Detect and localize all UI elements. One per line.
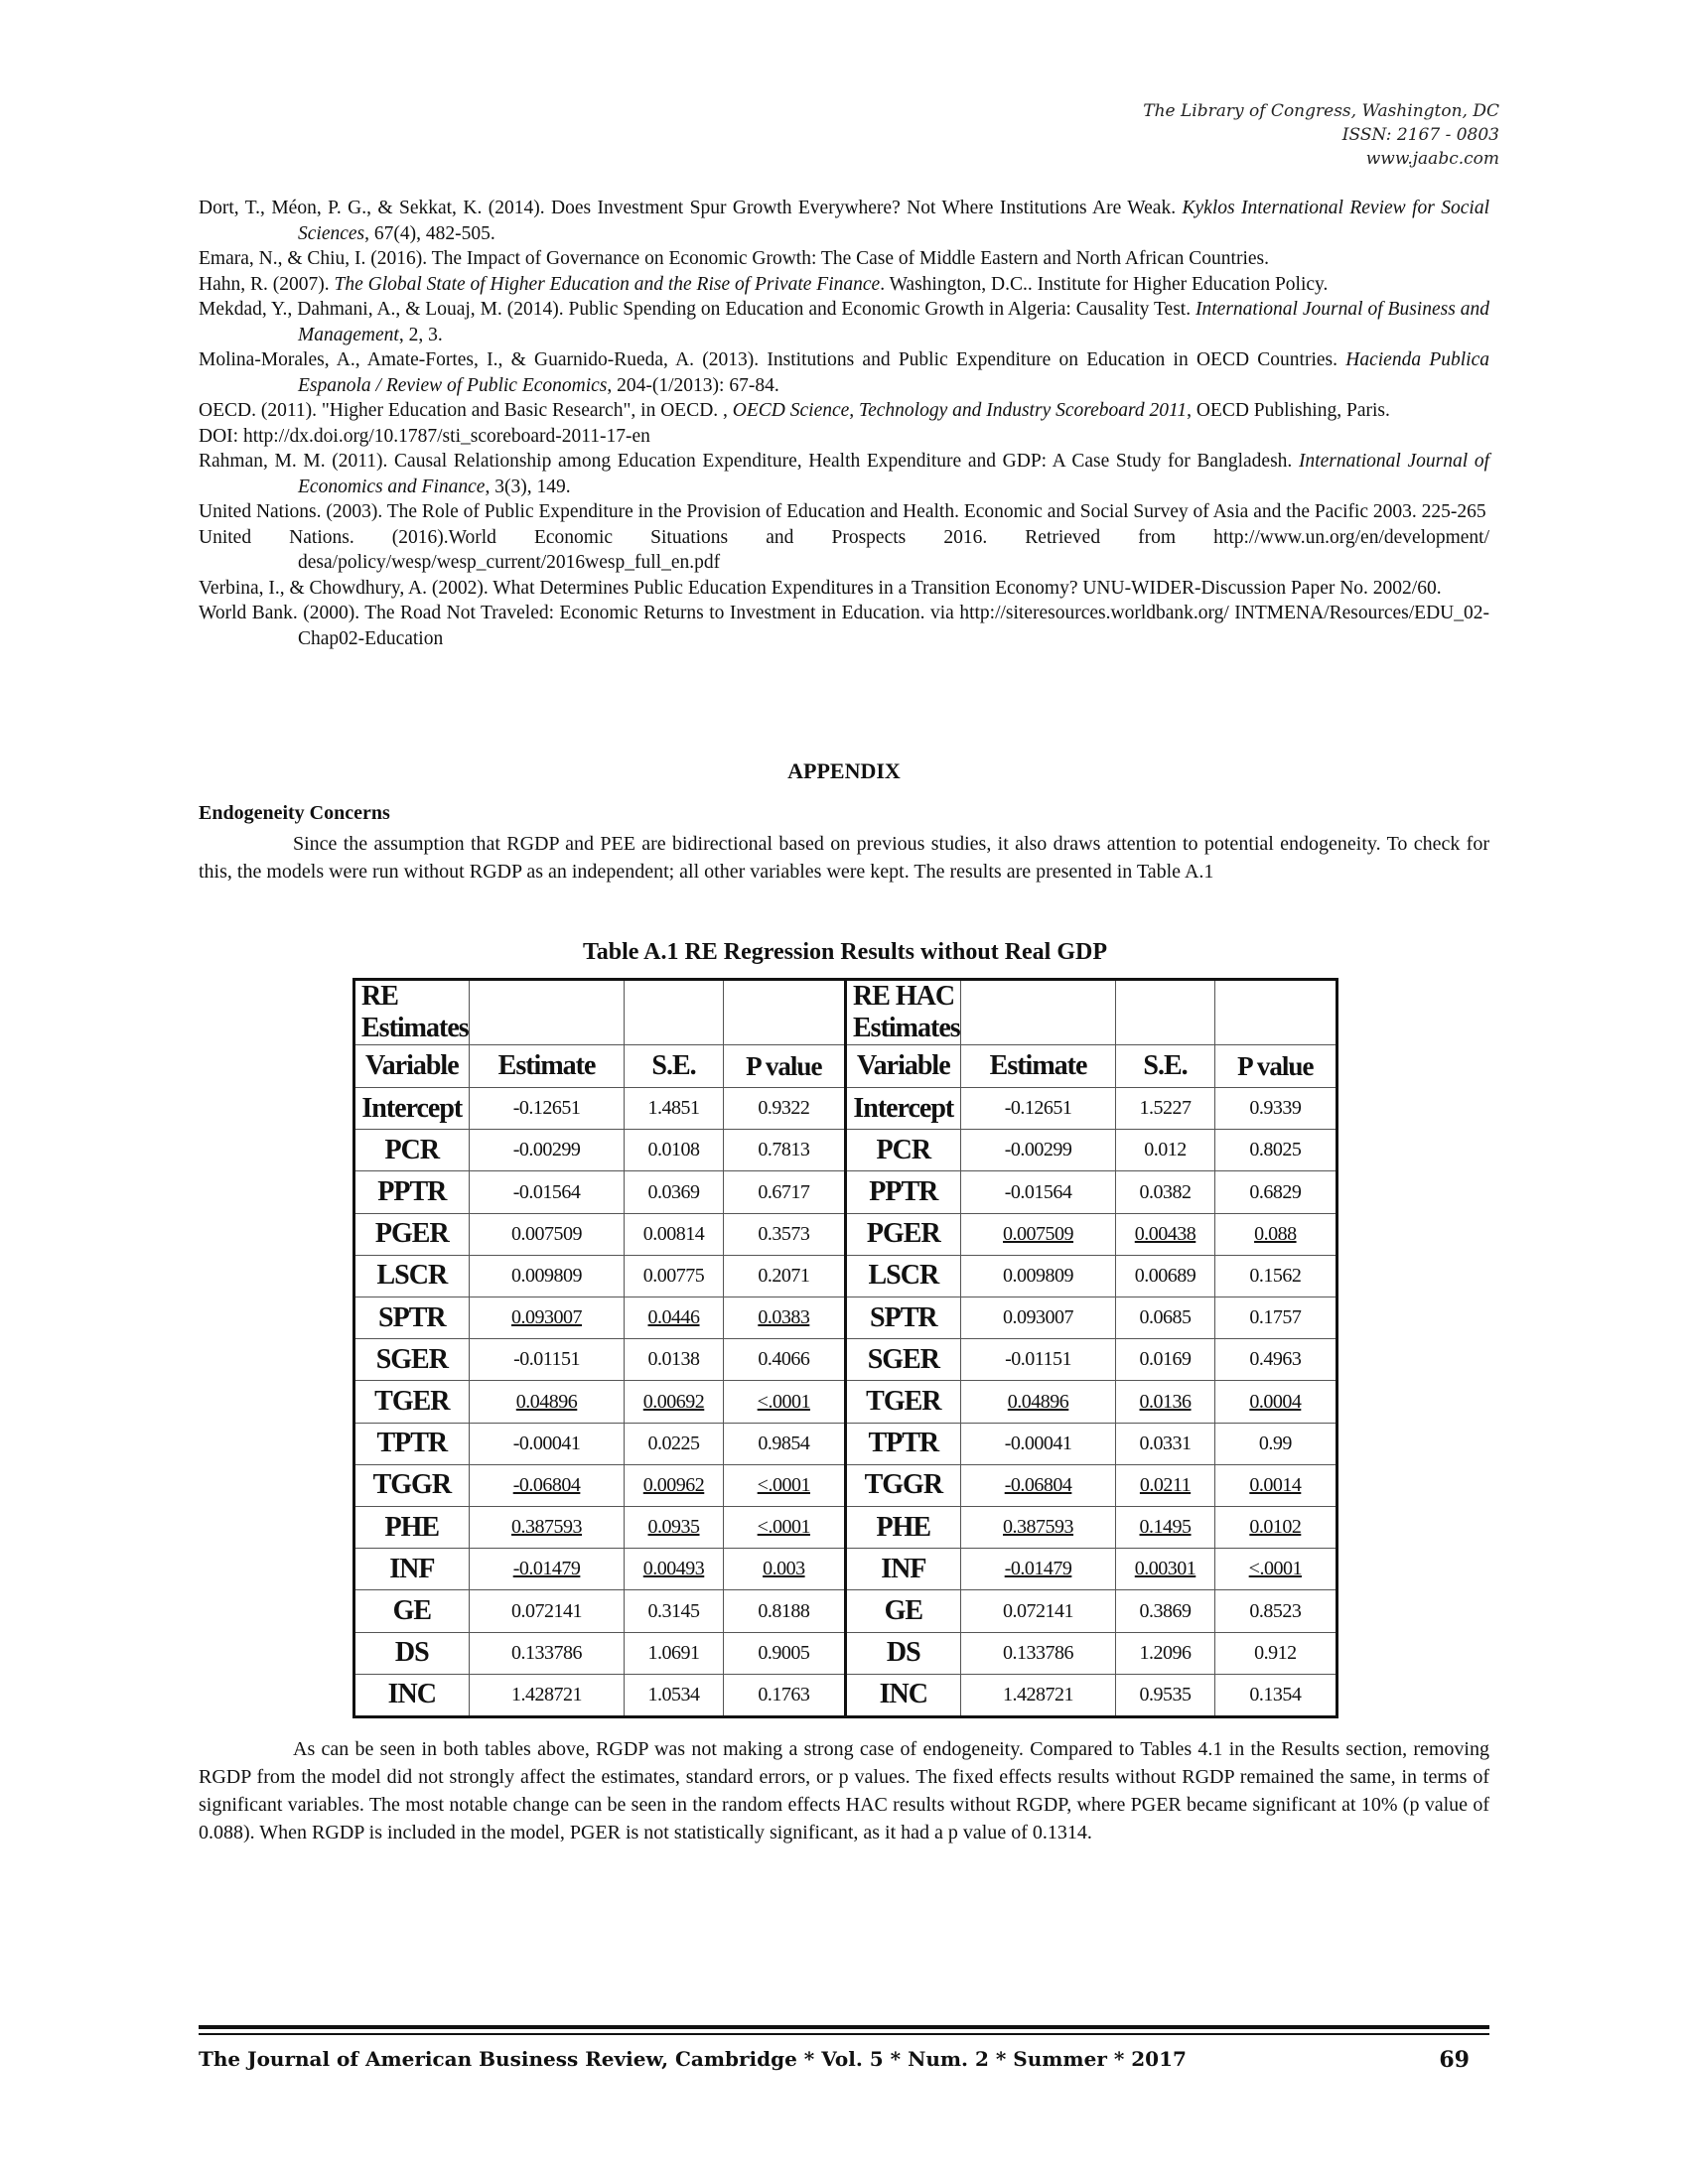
table-row	[355, 1213, 844, 1255]
hac-estimate-cell: 0.009809	[960, 1255, 1116, 1297]
reference-list	[199, 196, 1489, 651]
re-estimate-cell: -0.01479	[469, 1549, 625, 1590]
col-header-variable: Variable	[355, 1045, 469, 1088]
reference-details: , 67(4), 482-505.	[364, 222, 495, 244]
table-row	[355, 1464, 844, 1506]
reference-details: , 204-(1/2013): 67-84.	[607, 374, 779, 396]
reference-text: Mekdad, Y., Dahmani, A., & Louaj, M. (2014). Public Spending on Education and Economic Growth in Algeria: Causality Test.	[199, 299, 1196, 320]
reference-source: OECD Science, Technology and Industry Scoreboard 2011	[732, 400, 1188, 421]
col-header-se: S.E.	[625, 1045, 723, 1088]
footer-rule	[199, 2033, 1489, 2035]
column-header-row	[355, 1045, 844, 1088]
table-row	[355, 1130, 844, 1171]
reference-entry	[199, 272, 1489, 298]
hac-se-cell: 0.0331	[1116, 1423, 1214, 1464]
re-pvalue-cell: <.0001	[723, 1507, 844, 1549]
re-pvalue-cell: 0.3573	[723, 1213, 844, 1255]
header-library: The Library of Congress, Washington, DC	[1143, 101, 1499, 121]
col-header-estimate: Estimate	[469, 1045, 625, 1088]
re-pvalue-cell: 0.1763	[723, 1674, 844, 1715]
column-header-row	[847, 1045, 1336, 1088]
table-row	[355, 1088, 844, 1130]
hac-se-cell: 0.0685	[1116, 1297, 1214, 1339]
col-header-pvalue: P value	[723, 1045, 844, 1088]
blank-cell	[960, 981, 1116, 1045]
variable-cell: INF	[355, 1549, 469, 1590]
re-estimate-cell: -0.00299	[469, 1130, 625, 1171]
table-row	[847, 1213, 1336, 1255]
re-se-cell: 1.4851	[625, 1088, 723, 1130]
re-se-cell: 0.0369	[625, 1171, 723, 1213]
reference-details: . Washington, D.C.. Institute for Higher Education Policy.	[880, 273, 1329, 295]
reference-entry	[199, 601, 1489, 651]
hac-pvalue-cell: 0.6829	[1214, 1171, 1336, 1213]
re-se-cell: 0.3145	[625, 1590, 723, 1632]
variable-cell: LSCR	[847, 1255, 960, 1297]
re-se-cell: 0.0108	[625, 1130, 723, 1171]
re-estimate-cell: 1.428721	[469, 1674, 625, 1715]
variable-cell: LSCR	[355, 1255, 469, 1297]
re-se-cell: 0.0935	[625, 1507, 723, 1549]
variable-cell: GE	[847, 1590, 960, 1632]
header-issn: ISSN: 2167 - 0803	[1341, 125, 1499, 145]
variable-cell: TPTR	[355, 1423, 469, 1464]
table-row	[847, 1255, 1336, 1297]
table-row	[847, 1549, 1336, 1590]
reference-text: Dort, T., Méon, P. G., & Sekkat, K. (2014). Does Investment Spur Growth Everywhere? Not Where Institutions Are Weak.	[199, 198, 1183, 218]
hac-estimate-cell: 1.428721	[960, 1674, 1116, 1715]
table-row	[847, 1088, 1336, 1130]
reference-details: , 3(3), 149.	[485, 476, 571, 497]
group-header-row	[847, 981, 1336, 1045]
blank-cell	[469, 981, 625, 1045]
hac-estimate-cell: -0.01151	[960, 1339, 1116, 1381]
variable-cell: INC	[355, 1674, 469, 1715]
reference-entry	[199, 347, 1489, 398]
variable-cell: PGER	[355, 1213, 469, 1255]
reference-entry	[199, 449, 1489, 499]
re-pvalue-cell: <.0001	[723, 1381, 844, 1423]
hac-pvalue-cell: 0.99	[1214, 1423, 1336, 1464]
re-estimate-cell: -0.00041	[469, 1423, 625, 1464]
variable-cell: GE	[355, 1590, 469, 1632]
re-estimate-cell: 0.04896	[469, 1381, 625, 1423]
variable-cell: SGER	[847, 1339, 960, 1381]
reference-text: Hahn, R. (2007).	[199, 273, 335, 295]
re-pvalue-cell: <.0001	[723, 1464, 844, 1506]
re-pvalue-cell: 0.9005	[723, 1632, 844, 1674]
re-estimate-cell: -0.01151	[469, 1339, 625, 1381]
hac-estimate-cell: -0.00041	[960, 1423, 1116, 1464]
re-pvalue-cell: 0.9322	[723, 1088, 844, 1130]
reference-text: Emara, N., & Chiu, I. (2016). The Impact of Governance on Economic Growth: The Case of Middle Eastern and North African Countries.	[199, 248, 1269, 269]
re-estimate-cell: 0.007509	[469, 1213, 625, 1255]
table-caption: Table A.1 RE Regression Results without Real GDP	[582, 939, 1108, 965]
table-row	[355, 1423, 844, 1464]
variable-cell: INF	[847, 1549, 960, 1590]
hac-pvalue-cell: 0.912	[1214, 1632, 1336, 1674]
hac-se-cell: 0.0136	[1116, 1381, 1214, 1423]
page-footer	[199, 2047, 1489, 2071]
table-row	[847, 1171, 1336, 1213]
re-se-cell: 0.0138	[625, 1339, 723, 1381]
reference-entry	[199, 576, 1489, 602]
table-row	[847, 1339, 1336, 1381]
re-estimate-cell: -0.01564	[469, 1171, 625, 1213]
reference-source: International Journal of Economics and Finance	[298, 451, 1489, 497]
blank-cell	[723, 981, 844, 1045]
re-se-cell: 1.0534	[625, 1674, 723, 1715]
reference-entry	[199, 499, 1489, 525]
re-group-label: RE Estimates	[355, 981, 469, 1045]
re-estimate-cell: 0.387593	[469, 1507, 625, 1549]
re-pvalue-cell: 0.7813	[723, 1130, 844, 1171]
appendix-title: APPENDIX	[787, 758, 901, 783]
re-se-cell: 0.00692	[625, 1381, 723, 1423]
variable-cell: PHE	[847, 1507, 960, 1549]
hac-se-cell: 0.00689	[1116, 1255, 1214, 1297]
re-se-cell: 0.0446	[625, 1297, 723, 1339]
running-header	[1143, 99, 1499, 171]
hac-se-cell: 1.5227	[1116, 1088, 1214, 1130]
hac-pvalue-cell: 0.1562	[1214, 1255, 1336, 1297]
discussion-paragraph: As can be seen in both tables above, RGDP was not making a strong case of endogeneity. Compared to Tables 4.1 in the Results section, removing RGDP from the model did not strongly affect the estimates, standard errors, or p values. The fixed effects results without RGDP remained the same, in terms of significant variables. The most notable change can be seen in the random effects HAC results without RGDP, where PGER became significant at 10% (p value of 0.088). When RGDP is included in the model, PGER is not statistically significant, as it had a p value of 0.1314.	[199, 1738, 1489, 1843]
variable-cell: TGER	[847, 1381, 960, 1423]
hac-estimate-cell: 0.133786	[960, 1632, 1116, 1674]
re-hac-estimates-panel	[844, 981, 1336, 1715]
hac-estimate-cell: -0.01479	[960, 1549, 1116, 1590]
regression-table	[352, 978, 1338, 1718]
reference-entry	[199, 196, 1489, 246]
reference-details: , 2, 3.	[398, 324, 443, 345]
variable-cell: PCR	[847, 1130, 960, 1171]
table-row	[355, 1381, 844, 1423]
hac-pvalue-cell: 0.1757	[1214, 1297, 1336, 1339]
reference-details: , OECD Publishing, Paris.	[1187, 400, 1390, 421]
re-se-cell: 1.0691	[625, 1632, 723, 1674]
hac-se-cell: 1.2096	[1116, 1632, 1214, 1674]
table-row	[847, 1632, 1336, 1674]
re-estimate-cell: -0.06804	[469, 1464, 625, 1506]
hac-pvalue-cell: 0.088	[1214, 1213, 1336, 1255]
footer-journal: The Journal of American Business Review, Cambridge * Vol. 5 * Num. 2 * Summer * 2017	[199, 2047, 1187, 2071]
hac-se-cell: 0.1495	[1116, 1507, 1214, 1549]
col-header-pvalue: P value	[1214, 1045, 1336, 1088]
reference-text: United Nations. (2016).World Economic Situations and Prospects 2016. Retrieved from http://www.un.org/en/development/ desa/policy/wesp/wesp_current/2016wesp_full_en.pdf	[199, 526, 1489, 573]
variable-cell: SGER	[355, 1339, 469, 1381]
variable-cell: PCR	[355, 1130, 469, 1171]
hac-estimate-cell: 0.04896	[960, 1381, 1116, 1423]
variable-cell: TGGR	[355, 1464, 469, 1506]
hac-pvalue-cell: <.0001	[1214, 1549, 1336, 1590]
variable-cell: PPTR	[355, 1171, 469, 1213]
re-estimate-cell: 0.133786	[469, 1632, 625, 1674]
reference-entry	[199, 246, 1489, 272]
hac-pvalue-cell: 0.0102	[1214, 1507, 1336, 1549]
variable-cell: TPTR	[847, 1423, 960, 1464]
hac-estimate-cell: 0.072141	[960, 1590, 1116, 1632]
re-estimate-cell: 0.009809	[469, 1255, 625, 1297]
re-se-cell: 0.0225	[625, 1423, 723, 1464]
re-estimate-cell: 0.093007	[469, 1297, 625, 1339]
hac-se-cell: 0.00301	[1116, 1549, 1214, 1590]
re-pvalue-cell: 0.8188	[723, 1590, 844, 1632]
table-row	[355, 1507, 844, 1549]
col-header-estimate: Estimate	[960, 1045, 1116, 1088]
blank-cell	[1214, 981, 1336, 1045]
re-se-cell: 0.00814	[625, 1213, 723, 1255]
hac-estimate-cell: -0.12651	[960, 1088, 1116, 1130]
table-row	[847, 1381, 1336, 1423]
re-pvalue-cell: 0.4066	[723, 1339, 844, 1381]
reference-text: Molina-Morales, A., Amate-Fortes, I., & Guarnido-Rueda, A. (2013). Institutions and Public Expenditure on Education in OECD Countries.	[199, 349, 1346, 370]
re-se-cell: 0.00962	[625, 1464, 723, 1506]
hac-se-cell: 0.00438	[1116, 1213, 1214, 1255]
hac-estimate-cell: -0.01564	[960, 1171, 1116, 1213]
table-row	[355, 1674, 844, 1715]
reference-entry	[199, 398, 1489, 424]
reference-entry	[199, 424, 1489, 450]
table-row	[355, 1255, 844, 1297]
hac-estimate-cell: -0.06804	[960, 1464, 1116, 1506]
hac-se-cell: 0.0211	[1116, 1464, 1214, 1506]
hac-estimate-cell: 0.387593	[960, 1507, 1116, 1549]
variable-cell: TGGR	[847, 1464, 960, 1506]
variable-cell: Intercept	[355, 1088, 469, 1130]
reference-source: The Global State of Higher Education and the Rise of Private Finance	[334, 273, 881, 295]
re-estimates-panel	[355, 981, 844, 1715]
variable-cell: PGER	[847, 1213, 960, 1255]
hac-estimate-cell: 0.007509	[960, 1213, 1116, 1255]
table-row	[355, 1632, 844, 1674]
reference-entry	[199, 525, 1489, 576]
re-se-cell: 0.00775	[625, 1255, 723, 1297]
variable-cell: PHE	[355, 1507, 469, 1549]
hac-pvalue-cell: 0.8025	[1214, 1130, 1336, 1171]
hac-pvalue-cell: 0.0004	[1214, 1381, 1336, 1423]
table-row	[847, 1297, 1336, 1339]
reference-text: Rahman, M. M. (2011). Causal Relationship among Education Expenditure, Health Expenditure and GDP: A Case Study for Bangladesh.	[199, 451, 1299, 472]
re-estimate-cell: 0.072141	[469, 1590, 625, 1632]
hac-group-label: RE HAC Estimates	[847, 981, 960, 1045]
variable-cell: INC	[847, 1674, 960, 1715]
blank-cell	[1116, 981, 1214, 1045]
variable-cell: SPTR	[355, 1297, 469, 1339]
reference-text: DOI: http://dx.doi.org/10.1787/sti_scoreboard-2011-17-en	[199, 425, 650, 447]
re-pvalue-cell: 0.2071	[723, 1255, 844, 1297]
hac-estimate-cell: -0.00299	[960, 1130, 1116, 1171]
table-row	[847, 1590, 1336, 1632]
table-row	[355, 1339, 844, 1381]
re-pvalue-cell: 0.0383	[723, 1297, 844, 1339]
hac-se-cell: 0.0169	[1116, 1339, 1214, 1381]
variable-cell: DS	[847, 1632, 960, 1674]
table-row	[847, 1464, 1336, 1506]
reference-source: International Journal of Business and Management	[298, 299, 1489, 345]
hac-se-cell: 0.0382	[1116, 1171, 1214, 1213]
hac-pvalue-cell: 0.8523	[1214, 1590, 1336, 1632]
reference-text: OECD. (2011). "Higher Education and Basic Research", in OECD. ,	[199, 400, 733, 421]
reference-source: Hacienda Publica Espanola / Review of Public Economics	[298, 349, 1489, 396]
hac-pvalue-cell: 0.4963	[1214, 1339, 1336, 1381]
variable-cell: SPTR	[847, 1297, 960, 1339]
page-number: 69	[1439, 2047, 1470, 2073]
hac-pvalue-cell: 0.9339	[1214, 1088, 1336, 1130]
reference-text: World Bank. (2000). The Road Not Traveled: Economic Returns to Investment in Education. via http://siteresources.worldbank.org/ INTMENA/Resources/EDU_02-Chap02-Education	[199, 603, 1489, 649]
re-pvalue-cell: 0.9854	[723, 1423, 844, 1464]
variable-cell: DS	[355, 1632, 469, 1674]
variable-cell: TGER	[355, 1381, 469, 1423]
footer-rule	[199, 2025, 1489, 2029]
table-row	[355, 1590, 844, 1632]
col-header-variable: Variable	[847, 1045, 960, 1088]
re-se-cell: 0.00493	[625, 1549, 723, 1590]
hac-se-cell: 0.012	[1116, 1130, 1214, 1171]
re-pvalue-cell: 0.003	[723, 1549, 844, 1590]
intro-paragraph: Since the assumption that RGDP and PEE are bidirectional based on previous studies, it also draws attention to potential endogeneity. To check for this, the models were run without RGDP as an independent; all other variables were kept. The results are presented in Table A.1	[199, 833, 1489, 883]
variable-cell: Intercept	[847, 1088, 960, 1130]
table-row	[355, 1171, 844, 1213]
section-title: Endogeneity Concerns	[199, 802, 390, 824]
table-row	[355, 1549, 844, 1590]
table-row	[847, 1507, 1336, 1549]
reference-source: Kyklos International Review for Social Sciences	[298, 198, 1490, 244]
blank-cell	[625, 981, 723, 1045]
hac-se-cell: 0.3869	[1116, 1590, 1214, 1632]
hac-estimate-cell: 0.093007	[960, 1297, 1116, 1339]
col-header-se: S.E.	[1116, 1045, 1214, 1088]
reference-text: Verbina, I., & Chowdhury, A. (2002). What Determines Public Education Expenditures in a Transition Economy? UNU-WIDER-Discussion Paper No. 2002/60.	[199, 577, 1442, 599]
re-estimate-cell: -0.12651	[469, 1088, 625, 1130]
re-pvalue-cell: 0.6717	[723, 1171, 844, 1213]
reference-text: United Nations. (2003). The Role of Public Expenditure in the Provision of Education and Health. Economic and Social Survey of Asia and the Pacific 2003. 225-265	[199, 501, 1486, 522]
table-row	[847, 1423, 1336, 1464]
group-header-row	[355, 981, 844, 1045]
hac-pvalue-cell: 0.0014	[1214, 1464, 1336, 1506]
variable-cell: PPTR	[847, 1171, 960, 1213]
table-row	[847, 1130, 1336, 1171]
table-row	[847, 1674, 1336, 1715]
hac-se-cell: 0.9535	[1116, 1674, 1214, 1715]
table-row	[355, 1297, 844, 1339]
header-website: www.jaabc.com	[1365, 149, 1499, 169]
hac-pvalue-cell: 0.1354	[1214, 1674, 1336, 1715]
reference-entry	[199, 297, 1489, 347]
